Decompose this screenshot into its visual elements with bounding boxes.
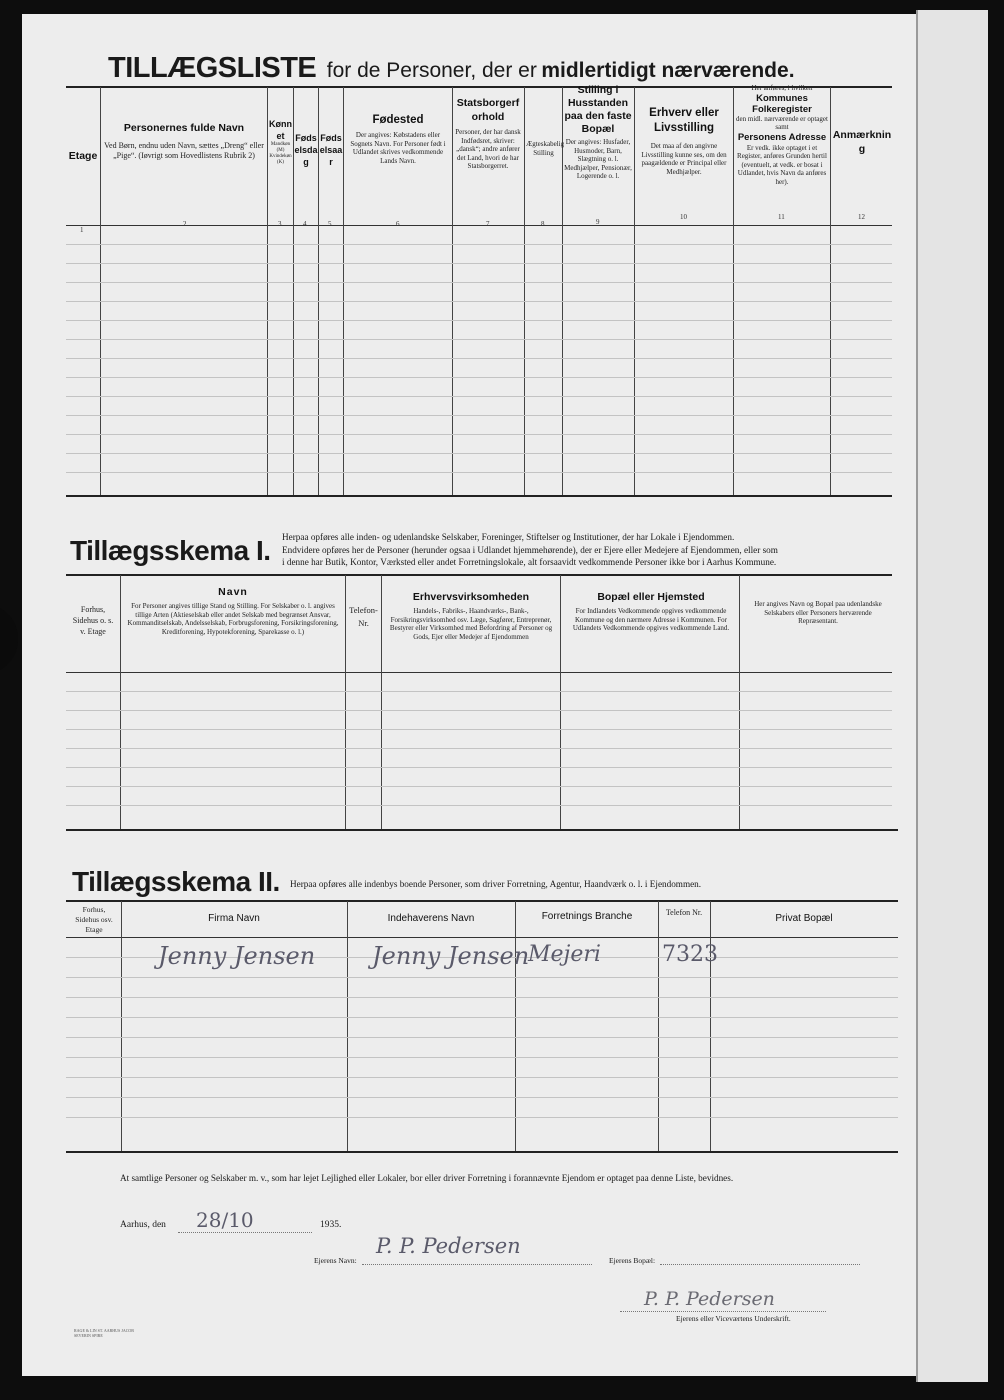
col-num: 6 xyxy=(396,220,400,228)
printer-imprint: RAGE & LIN ST. AARHUS JACOB SEVERIN SPIRE xyxy=(74,1328,134,1338)
owner-address-line xyxy=(660,1264,860,1265)
schema2-top-rule xyxy=(66,900,898,902)
row-rule xyxy=(66,805,892,806)
row-rule xyxy=(66,263,892,264)
s2-col-etage: Forhus, Sidehus osv. Etage xyxy=(75,905,113,934)
row-rule xyxy=(66,339,892,340)
col-num: 11 xyxy=(778,213,785,221)
row-rule xyxy=(66,786,892,787)
main-bottom-rule xyxy=(66,495,892,497)
col-num: 4 xyxy=(303,220,307,228)
main-title-rest: for de Personer, der er xyxy=(326,59,537,82)
owner-name-handwritten: P. P. Pedersen xyxy=(376,1234,521,1258)
year: 1935. xyxy=(320,1220,342,1230)
schema1-title: Tillægsskema I. xyxy=(70,535,271,566)
entry-indehaver-name: Jenny Jensen xyxy=(372,942,530,970)
s1-col-sep xyxy=(120,575,121,829)
s2-col-sep xyxy=(710,901,711,1151)
schema2-header-rule xyxy=(66,937,898,938)
col-num: 3 xyxy=(278,220,282,228)
col-num: 7 xyxy=(486,220,490,228)
schema1-description xyxy=(282,531,894,569)
col-foedselsdag: Fødselsdag xyxy=(294,133,318,167)
schema1-top-rule xyxy=(66,574,892,576)
s1-col-telefon: Telefon-Nr. xyxy=(349,605,378,628)
schema1-bottom-rule xyxy=(66,829,898,831)
col-statsborger: Statsborgerforhold Personer, der har dansk Indfødsret, skriver: „dansk“; andre anfører det Land, hvori de har Statsborgerret. xyxy=(455,97,521,170)
col-erhverv: Erhverv eller Livsstilling Det maa af den angivne Livsstilling kunne ses, om den paagældende er Principal eller Medhjælper. xyxy=(641,107,727,176)
row-rule xyxy=(66,434,892,435)
col-num: 8 xyxy=(541,220,545,228)
owner-address-label: Ejerens Bopæl: xyxy=(609,1256,656,1265)
col-num: 5 xyxy=(328,220,332,228)
row-rule xyxy=(66,691,892,692)
schema2-description: Herpaa opføres alle indenbys boende Personer, som driver Forretning, Agentur, Haandværk o. l. i Ejendommen. xyxy=(290,879,702,889)
col-stilling: Stilling i Husstanden paa den faste Bopæl Der angives: Husfader, Husmoder, Barn, Slægtning o. l. Medhjælper, Pensionær, Logerende o. l. xyxy=(564,84,632,180)
s2-col-sep xyxy=(121,901,122,1151)
col-aegteskabelig: Ægteskabelig Stilling xyxy=(526,140,565,157)
s2-col-indehaver: Indehaverens Navn xyxy=(387,913,475,924)
col-num: 9 xyxy=(596,218,600,226)
row-rule xyxy=(66,997,898,998)
main-title-bold: TILLÆGSLISTE xyxy=(108,52,317,84)
schema1-desc-line: Endvidere opføres her de Personer (herunder ogsaa i Udlandet hjemmehørende), der er Ejere eller Medejere af Ejendommen, eller som xyxy=(282,544,778,555)
s2-col-telefon: Telefon Nr. xyxy=(665,908,703,917)
signature-handwritten: P. P. Pedersen xyxy=(644,1288,775,1310)
col-num: 10 xyxy=(680,213,687,221)
row-rule xyxy=(66,472,892,473)
schema2-bottom-rule xyxy=(66,1151,898,1153)
col-anmaerkning: Anmærkning xyxy=(832,129,892,155)
row-rule xyxy=(66,1037,898,1038)
row-rule xyxy=(66,977,898,978)
row-rule xyxy=(66,1117,898,1118)
col-num: 1 xyxy=(80,226,84,234)
owner-name-line xyxy=(362,1264,592,1265)
s2-col-sep xyxy=(347,901,348,1151)
row-rule xyxy=(66,767,892,768)
s1-col-sep xyxy=(560,575,561,829)
s2-col-branche: Forretnings Branche xyxy=(541,911,633,922)
s2-col-sep xyxy=(515,901,516,1151)
s1-col-erhverv: Erhvervsvirksomheden Handels-, Fabriks-, Haandværks-, Bank-, Forsikringsvirksomhed osv. Læge, Sagfører, Entreprenør, Bestyrer eller Virksomhed med Befordring af Personer og Gods, Ejer eller Medejer af Ejendommen xyxy=(389,591,553,641)
row-rule xyxy=(66,301,892,302)
date-handwritten: 28/10 xyxy=(196,1208,254,1232)
row-rule xyxy=(66,748,892,749)
row-rule xyxy=(66,320,892,321)
main-header-bottom-rule xyxy=(66,225,892,226)
row-rule xyxy=(66,415,892,416)
col-num: 12 xyxy=(858,213,865,221)
schema1-header-rule xyxy=(66,672,892,673)
row-rule xyxy=(66,282,892,283)
row-rule xyxy=(66,358,892,359)
row-rule xyxy=(66,396,892,397)
binder-ring xyxy=(0,604,18,674)
col-folkeregister: Her anføres, i hvilken Kommunes Folkeregister den midl. nærværende er optaget samt Personens Adresse Er vedk. ikke optaget i et Register, anføres Grunden hertil (eventuelt, at vedk. er bosat i Udlandet, hvis Navn da anføres her). xyxy=(736,84,828,186)
main-list-title xyxy=(108,52,795,85)
s1-col-bopael: Bopæl eller Hjemsted For Indlandets Vedkommende opgives vedkommende Kommune og den nærmere Adresse i Kommunen. For Udlandets Vedkommende opgives vedkommende Land. xyxy=(572,591,730,632)
next-page-edge xyxy=(916,10,988,1382)
row-rule xyxy=(66,1097,898,1098)
s1-col-sep xyxy=(739,575,740,829)
s1-col-repraesentant: Her angives Navn og Bopæl paa udenlandske Selskabers eller Personers herværende Repræsentant. xyxy=(754,600,882,625)
schema1-desc-line: i denne har Butik, Kontor, Værksted eller andet Forretningslokale, alt forsaavidt vedkommende Personer ikke bor i Aarhus Kommune. xyxy=(282,557,777,567)
s2-col-firma: Firma Navn xyxy=(208,913,260,924)
col-navn: Personernes fulde Navn Ved Børn, endnu uden Navn, sættes „Dreng“ eller „Pige“. (Iøvrigt som Hovedlistens Rubrik 2) xyxy=(104,122,264,160)
row-rule xyxy=(66,1017,898,1018)
signature-label: Ejerens eller Viceværtens Underskrift. xyxy=(676,1314,791,1323)
col-etage: Etage xyxy=(68,150,98,162)
row-rule xyxy=(66,244,892,245)
date-line xyxy=(178,1232,312,1233)
place-label: Aarhus, den xyxy=(120,1220,166,1230)
col-foedselsaar: Fødselsaar xyxy=(319,133,343,167)
s2-col-sep xyxy=(658,901,659,1151)
row-rule xyxy=(66,377,892,378)
schema1-desc-line: Herpaa opføres alle inden- og udenlandske Selskaber, Foreninger, Stiftelser og Institutioner, der har Lokale i Ejendommen. xyxy=(282,532,735,542)
row-rule xyxy=(66,453,892,454)
s1-col-navn: Navn For Personer angives tillige Stand og Stilling. For Selskaber o. l. angives tillige Arten (Aktieselskab eller andet Selskab med begrænset Ansvar, Kommanditselskab, Andelsselskab, Forbrugsforening, Forsikringsforening, Kreditforening, Hypotekforening, Sparekasse o. l.) xyxy=(127,586,339,636)
col-koen: Kønnet Mandkøn (M) Kvindekøn (K) xyxy=(269,119,292,165)
row-rule xyxy=(66,710,892,711)
entry-firma-name: Jenny Jensen xyxy=(158,942,316,970)
signature-line xyxy=(620,1311,826,1312)
s1-col-sep xyxy=(381,575,382,829)
col-num: 2 xyxy=(183,220,187,228)
entry-branche: Mejeri xyxy=(528,942,601,967)
schema2-title: Tillægsskema II. xyxy=(72,866,280,897)
entry-telefon: 7323 xyxy=(662,942,718,967)
row-rule xyxy=(66,1077,898,1078)
declaration-text: At samtlige Personer og Selskaber m. v., som har lejet Lejlighed eller Lokaler, bor eller driver Forretning i forannævnte Ejendom er optaget paa denne Liste, bevidnes. xyxy=(120,1173,734,1183)
row-rule xyxy=(66,729,892,730)
main-title-rest-bold: midlertidigt nærværende. xyxy=(541,59,795,82)
owner-name-label: Ejerens Navn: xyxy=(314,1256,357,1265)
s1-col-etage: Forhus, Sidehus o. s. v. Etage xyxy=(72,605,114,636)
s2-col-privat-bopael: Privat Bopæl xyxy=(775,913,833,924)
col-foedested: Fødested Der angives: Købstadens eller Sognets Navn. For Personer født i Udlandet skrives vedkommende Lands Navn. xyxy=(350,114,446,165)
row-rule xyxy=(66,1057,898,1058)
